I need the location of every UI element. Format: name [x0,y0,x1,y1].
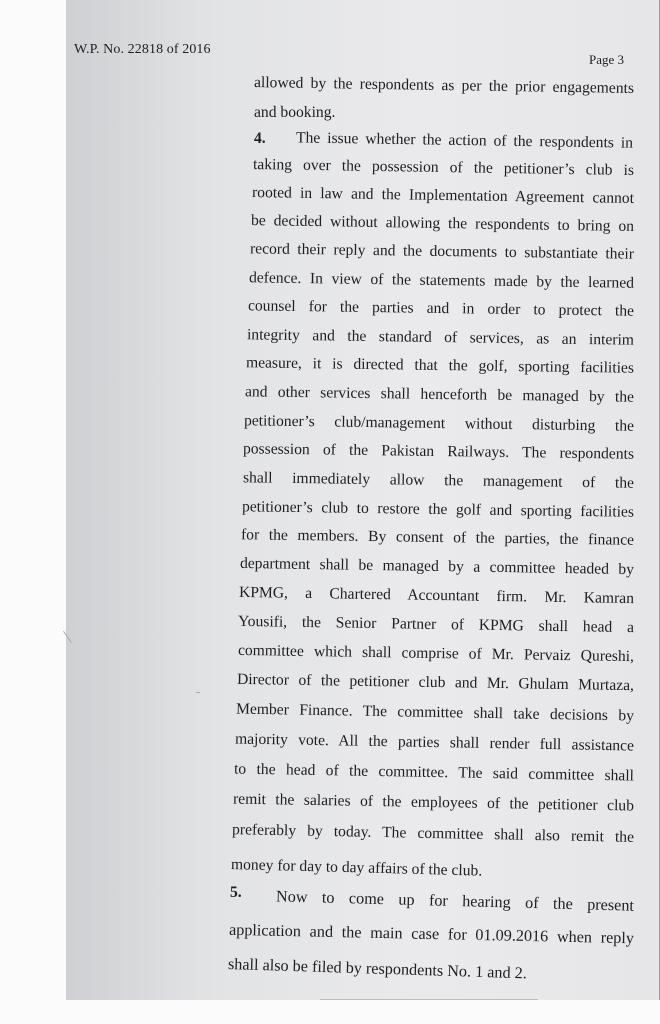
body-line: The issue whether the action of the respondents in [295,129,634,152]
body-line: record their reply and the documents to substantiate their [249,240,635,263]
body-line: petitioner’s club to restore the golf and sporting facilities [241,498,635,521]
paragraph-number: 5. [230,884,242,901]
body-line: Director of the petitioner club and Mr. Ghulam Murtaza, [236,670,635,695]
body-line: application and the main case for 01.09.2016 when reply [228,920,635,948]
body-line: shall also be filed by respondents No. 1 and 2. [227,955,528,983]
body-line: defence. In view of the statements made by the learned [248,269,635,292]
body-line: majority vote. All the parties shall render full assistance [234,730,635,755]
body-line: possession of the Pakistan Railways. The respondents [242,440,635,463]
body-line: counsel for the parties and in order to protect the [247,297,635,320]
body-line: allowed by the respondents as per the prior engagements [253,74,635,97]
case-number: W.P. No. 22818 of 2016 [74,42,211,57]
body-line: to the head of the committee. The said committee shall [233,760,635,785]
body-line: department shall be managed by a committee headed by [239,554,635,579]
body-line: remit the salaries of the employees of the petitioner club [232,790,635,815]
body-line: committee which shall comprise of Mr. Pervaiz Qureshi, [237,641,635,666]
body-line: be decided without allowing the respondents to bring on [250,211,635,236]
body-line: and other services shall henceforth be managed by the [244,383,635,406]
body-line: petitioner’s club/management without disturbing the [243,412,635,435]
body-line: shall immediately allow the management of the [242,469,635,492]
body-line: taking over the possession of the petitioner’s club is [252,156,635,179]
body-line: Member Finance. The committee shall take decisions by [235,700,635,725]
body-line: and booking. [254,104,336,121]
body-line: Now to come up for hearing of the present [275,887,635,915]
body-line: Yousifi, the Senior Partner of KPMG shall head a [237,612,635,637]
body-line: rooted in law and the Implementation Agreement cannot [251,184,635,207]
body-line: money for day to day affairs of the club. [230,856,483,880]
body-line: integrity and the standard of services, as an interim [246,326,635,349]
page-number: Page 3 [589,52,625,67]
body-line: measure, it is directed that the golf, sporting facilities [245,354,635,377]
paragraph-number: 4. [254,130,266,147]
body-line: for the members. By consent of the parties, the finance [240,526,635,549]
bottom-edge-line [320,999,538,1000]
body-line: KPMG, a Chartered Accountant firm. Mr. Kamran [238,583,635,608]
scan-mark [196,692,200,693]
body-line: preferably by today. The committee shall also remit the [231,821,635,846]
